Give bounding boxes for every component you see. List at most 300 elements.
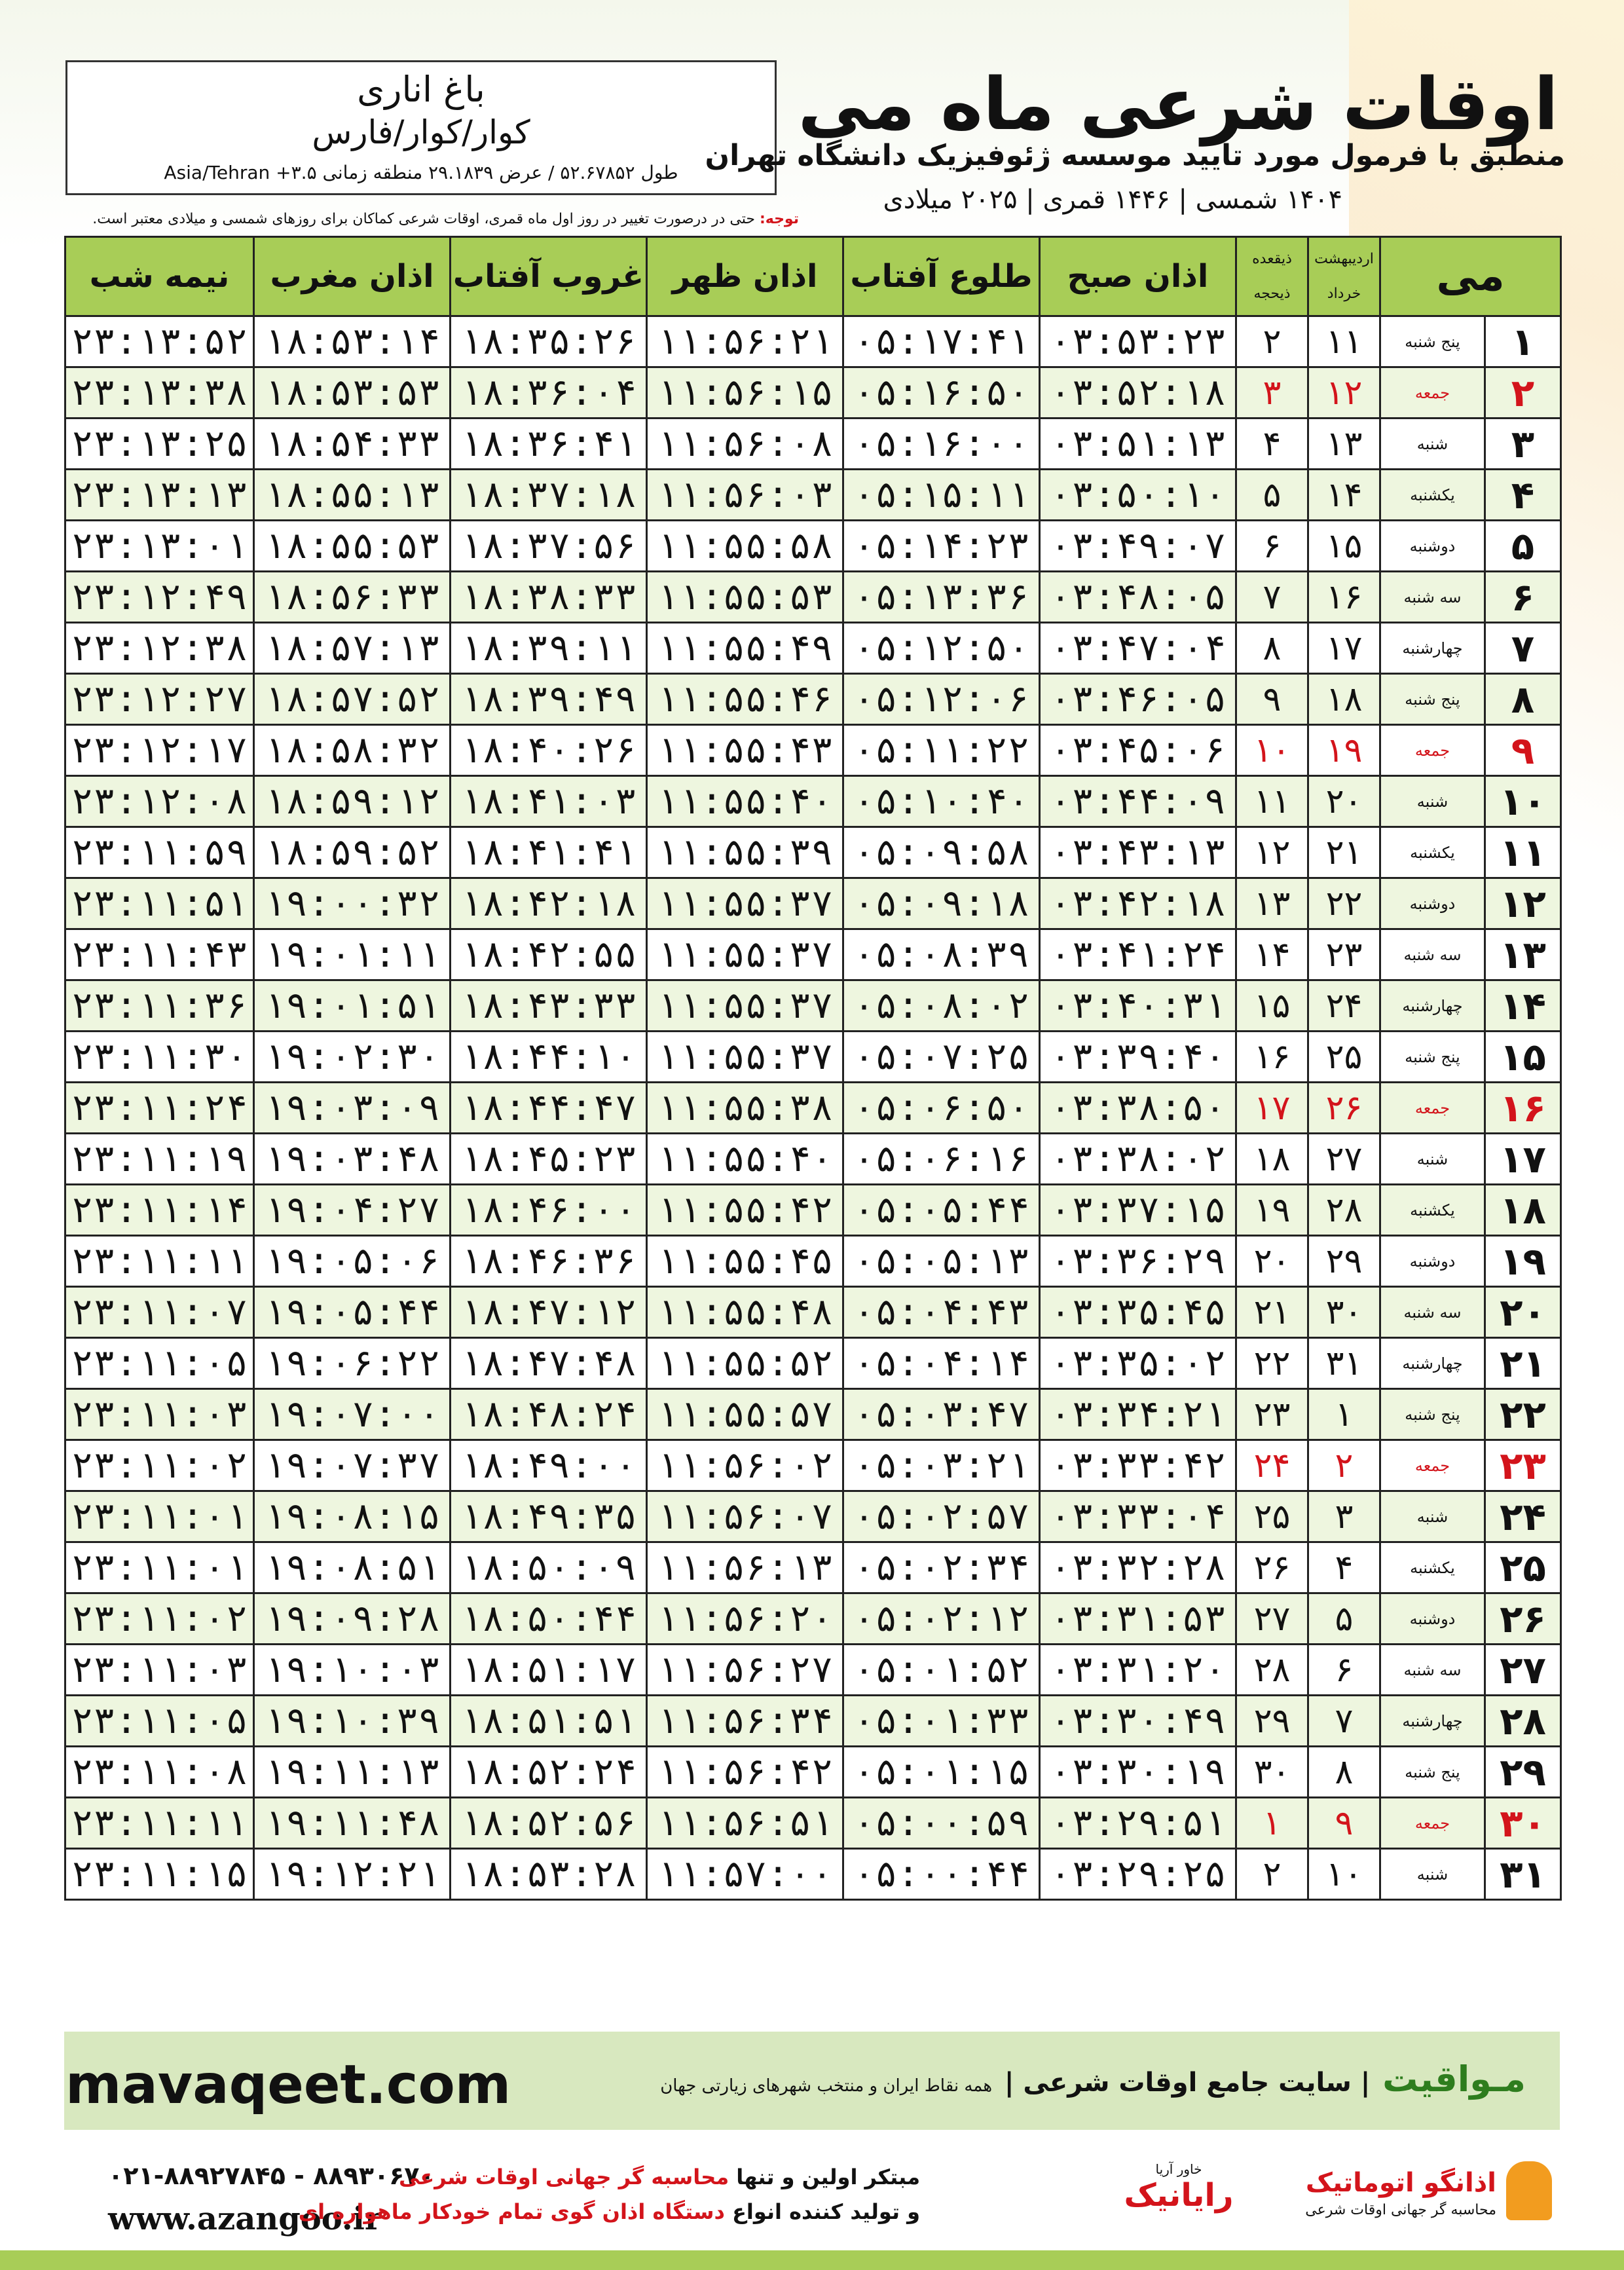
sunrise-cell: ۰۵:۱۰:۴۰ <box>843 776 1040 827</box>
hijri-day-cell: ۱۸ <box>1236 1134 1308 1185</box>
midnight-cell: ۲۳:۱۳:۲۵ <box>65 419 254 470</box>
weekday-cell: سه شنبه <box>1380 1287 1485 1338</box>
shamsi-day-cell: ۳ <box>1308 1491 1380 1542</box>
shamsi-day-cell: ۱۷ <box>1308 623 1380 674</box>
midnight-cell: ۲۳:۱۱:۴۳ <box>65 929 254 980</box>
dhuhr-cell: ۱۱:۵۶:۲۱ <box>647 316 843 367</box>
midnight-cell: ۲۳:۱۱:۰۳ <box>65 1645 254 1696</box>
col-month: می <box>1380 237 1561 316</box>
table-row <box>65 419 1561 470</box>
shamsi-day-cell: ۱ <box>1308 1389 1380 1440</box>
sunset-cell: ۱۸:۳۹:۱۱ <box>451 623 647 674</box>
maghrib-cell: ۱۹:۰۶:۲۲ <box>254 1338 451 1389</box>
maghrib-cell: ۱۹:۰۷:۰۰ <box>254 1389 451 1440</box>
midnight-cell: ۲۳:۱۱:۰۵ <box>65 1338 254 1389</box>
sunset-cell: ۱۸:۳۶:۴۱ <box>451 419 647 470</box>
hijri-day-cell: ۲۸ <box>1236 1645 1308 1696</box>
shamsi-day-cell: ۲۵ <box>1308 1032 1380 1083</box>
brand-tagline: | سایت جامع اوقات شرعی | <box>1004 2068 1371 2098</box>
hijri-day-cell: ۳۰ <box>1236 1747 1308 1798</box>
col-sunset: غروب آفتاب <box>451 237 647 316</box>
col-maghrib: اذان مغرب <box>254 237 451 316</box>
sunset-cell: ۱۸:۴۲:۵۵ <box>451 929 647 980</box>
maghrib-cell: ۱۹:۰۷:۳۷ <box>254 1440 451 1491</box>
midnight-cell: ۲۳:۱۱:۱۹ <box>65 1134 254 1185</box>
midnight-cell: ۲۳:۱۱:۱۱ <box>65 1798 254 1849</box>
hijri-day-cell: ۲ <box>1236 316 1308 367</box>
gregorian-day-cell: ۱۷ <box>1485 1134 1561 1185</box>
gregorian-day-cell: ۱۶ <box>1485 1083 1561 1134</box>
dhuhr-cell: ۱۱:۵۵:۵۷ <box>647 1389 843 1440</box>
sunrise-cell: ۰۵:۰۹:۱۸ <box>843 878 1040 929</box>
gregorian-day-cell: ۹ <box>1485 725 1561 776</box>
bottom-bar <box>0 2250 1624 2270</box>
shamsi-day-cell: ۲۸ <box>1308 1185 1380 1236</box>
promo2-text: و تولید کننده انواع <box>724 2199 920 2224</box>
midnight-cell: ۲۳:۱۱:۰۵ <box>65 1696 254 1747</box>
sunrise-cell: ۰۵:۰۰:۵۹ <box>843 1798 1040 1849</box>
fajr-cell: ۰۳:۴۹:۰۷ <box>1040 521 1236 572</box>
hijri-day-cell: ۶ <box>1236 521 1308 572</box>
weekday-cell: شنبه <box>1380 1491 1485 1542</box>
midnight-cell: ۲۳:۱۱:۳۰ <box>65 1032 254 1083</box>
table-row <box>65 980 1561 1032</box>
gregorian-day-cell: ۱۵ <box>1485 1032 1561 1083</box>
table-row <box>65 725 1561 776</box>
gregorian-day-cell: ۲۷ <box>1485 1645 1561 1696</box>
site-url[interactable]: mavaqeet.com <box>65 2054 511 2116</box>
maghrib-cell: ۱۹:۰۳:۰۹ <box>254 1083 451 1134</box>
hijri-day-cell: ۸ <box>1236 623 1308 674</box>
dhuhr-cell: ۱۱:۵۵:۴۸ <box>647 1287 843 1338</box>
location-region: کوار/کوار/فارس <box>312 113 530 151</box>
fajr-cell: ۰۳:۳۶:۲۹ <box>1040 1236 1236 1287</box>
maghrib-cell: ۱۸:۵۴:۳۳ <box>254 419 451 470</box>
location-name: باغ اناری <box>357 69 485 110</box>
dhuhr-cell: ۱۱:۵۵:۴۲ <box>647 1185 843 1236</box>
weekday-cell: پنج شنبه <box>1380 674 1485 725</box>
table-row <box>65 1849 1561 1900</box>
hijri-day-cell: ۱۲ <box>1236 827 1308 878</box>
weekday-cell: شنبه <box>1380 419 1485 470</box>
hijri-day-cell: ۱۳ <box>1236 878 1308 929</box>
sunrise-cell: ۰۵:۰۷:۲۵ <box>843 1032 1040 1083</box>
dhuhr-cell: ۱۱:۵۵:۴۹ <box>647 623 843 674</box>
table-row <box>65 1338 1561 1389</box>
dhuhr-cell: ۱۱:۵۶:۰۸ <box>647 419 843 470</box>
table-row <box>65 929 1561 980</box>
sunrise-cell: ۰۵:۰۱:۱۵ <box>843 1747 1040 1798</box>
table-row <box>65 1032 1561 1083</box>
fajr-cell: ۰۳:۵۲:۱۸ <box>1040 367 1236 419</box>
weekday-cell: یکشنبه <box>1380 470 1485 521</box>
dhuhr-cell: ۱۱:۵۶:۲۰ <box>647 1593 843 1645</box>
weekday-cell: شنبه <box>1380 1849 1485 1900</box>
hijri-day-cell: ۱۷ <box>1236 1083 1308 1134</box>
sunrise-cell: ۰۵:۰۸:۰۲ <box>843 980 1040 1032</box>
sunrise-cell: ۰۵:۱۶:۰۰ <box>843 419 1040 470</box>
weekday-cell: چهارشنبه <box>1380 623 1485 674</box>
sunset-cell: ۱۸:۴۷:۴۸ <box>451 1338 647 1389</box>
maghrib-cell: ۱۸:۵۹:۵۲ <box>254 827 451 878</box>
sunset-cell: ۱۸:۵۱:۵۱ <box>451 1696 647 1747</box>
azangoo-name: اذانگو اتوماتیک <box>1305 2168 1496 2198</box>
dhuhr-cell: ۱۱:۵۵:۴۵ <box>647 1236 843 1287</box>
sunset-cell: ۱۸:۴۷:۱۲ <box>451 1287 647 1338</box>
shamsi-day-cell: ۱۵ <box>1308 521 1380 572</box>
fajr-cell: ۰۳:۵۰:۱۰ <box>1040 470 1236 521</box>
midnight-cell: ۲۳:۱۱:۲۴ <box>65 1083 254 1134</box>
sunset-cell: ۱۸:۵۲:۲۴ <box>451 1747 647 1798</box>
shamsi-day-cell: ۴ <box>1308 1542 1380 1593</box>
table-row <box>65 1236 1561 1287</box>
sunrise-cell: ۰۵:۰۲:۵۷ <box>843 1491 1040 1542</box>
phone-numbers: ۰۲۱-۸۸۹۲۷۸۴۵ - ۸۸۹۳۰۶۷۰ <box>108 2161 435 2190</box>
table-header-row <box>65 237 1561 316</box>
fajr-cell: ۰۳:۳۱:۵۳ <box>1040 1593 1236 1645</box>
promo-line-2 <box>299 2199 920 2224</box>
fajr-cell: ۰۳:۳۹:۴۰ <box>1040 1032 1236 1083</box>
weekday-cell: جمعه <box>1380 1798 1485 1849</box>
rayanic-name: رایانیک <box>1124 2177 1234 2214</box>
note <box>92 211 799 227</box>
gregorian-day-cell: ۱۱ <box>1485 827 1561 878</box>
weekday-cell: چهارشنبه <box>1380 1696 1485 1747</box>
gregorian-day-cell: ۱۴ <box>1485 980 1561 1032</box>
col-sunrise: طلوع آفتاب <box>843 237 1040 316</box>
sunset-cell: ۱۸:۳۷:۵۶ <box>451 521 647 572</box>
fajr-cell: ۰۳:۴۳:۱۳ <box>1040 827 1236 878</box>
hijri-day-cell: ۲۱ <box>1236 1287 1308 1338</box>
sunrise-cell: ۰۵:۰۳:۴۷ <box>843 1389 1040 1440</box>
fajr-cell: ۰۳:۳۸:۵۰ <box>1040 1083 1236 1134</box>
col-fajr: اذان صبح <box>1040 237 1236 316</box>
sunset-cell: ۱۸:۴۱:۰۳ <box>451 776 647 827</box>
sunset-cell: ۱۸:۴۳:۳۳ <box>451 980 647 1032</box>
gregorian-day-cell: ۳ <box>1485 419 1561 470</box>
fajr-cell: ۰۳:۳۲:۲۸ <box>1040 1542 1236 1593</box>
rayanic-sub: خاور آریا <box>1155 2161 1202 2177</box>
gregorian-day-cell: ۳۱ <box>1485 1849 1561 1900</box>
azangoo-icon <box>1506 2161 1552 2220</box>
sunrise-cell: ۰۵:۰۵:۱۳ <box>843 1236 1040 1287</box>
midnight-cell: ۲۳:۱۱:۱۵ <box>65 1849 254 1900</box>
maghrib-cell: ۱۸:۵۵:۵۳ <box>254 521 451 572</box>
col-shamsi-month1: اردیبهشت <box>1314 251 1374 267</box>
hijri-day-cell: ۳ <box>1236 367 1308 419</box>
table-row <box>65 367 1561 419</box>
hijri-day-cell: ۲۳ <box>1236 1389 1308 1440</box>
table-row <box>65 1083 1561 1134</box>
sunset-cell: ۱۸:۴۴:۴۷ <box>451 1083 647 1134</box>
dhuhr-cell: ۱۱:۵۵:۳۷ <box>647 929 843 980</box>
shamsi-day-cell: ۲۲ <box>1308 878 1380 929</box>
col-midnight: نیمه شب <box>65 237 254 316</box>
maghrib-cell: ۱۸:۵۳:۱۴ <box>254 316 451 367</box>
gregorian-day-cell: ۱۲ <box>1485 878 1561 929</box>
table-row <box>65 827 1561 878</box>
calendar-years: ۱۴۰۴ شمسی | ۱۴۴۶ قمری | ۲۰۲۵ میلادی <box>883 185 1342 215</box>
brand-name: مـواقیت <box>1382 2058 1526 2100</box>
shamsi-day-cell: ۱۹ <box>1308 725 1380 776</box>
hijri-day-cell: ۲۹ <box>1236 1696 1308 1747</box>
page-title: اوقات شرعی ماه می <box>798 62 1559 146</box>
shamsi-day-cell: ۵ <box>1308 1593 1380 1645</box>
table-row <box>65 470 1561 521</box>
maghrib-cell: ۱۹:۰۱:۱۱ <box>254 929 451 980</box>
location-coords: طول ۵۲.۶۷۸۵۲ / عرض ۲۹.۱۸۳۹ منطقه زمانی ۳.۵+ Asia/Tehran <box>164 162 678 183</box>
maghrib-cell: ۱۹:۰۱:۵۱ <box>254 980 451 1032</box>
maghrib-cell: ۱۸:۵۳:۵۳ <box>254 367 451 419</box>
gregorian-day-cell: ۱۰ <box>1485 776 1561 827</box>
sunrise-cell: ۰۵:۱۴:۲۳ <box>843 521 1040 572</box>
shamsi-day-cell: ۱۸ <box>1308 674 1380 725</box>
shamsi-day-cell: ۲۷ <box>1308 1134 1380 1185</box>
gregorian-day-cell: ۲۸ <box>1485 1696 1561 1747</box>
gregorian-day-cell: ۷ <box>1485 623 1561 674</box>
gregorian-day-cell: ۲۶ <box>1485 1593 1561 1645</box>
sunrise-cell: ۰۵:۰۱:۳۳ <box>843 1696 1040 1747</box>
weekday-cell: پنج شنبه <box>1380 1032 1485 1083</box>
shamsi-day-cell: ۷ <box>1308 1696 1380 1747</box>
maghrib-cell: ۱۹:۱۰:۰۳ <box>254 1645 451 1696</box>
maghrib-cell: ۱۸:۵۸:۳۲ <box>254 725 451 776</box>
maghrib-cell: ۱۹:۰۵:۴۴ <box>254 1287 451 1338</box>
midnight-cell: ۲۳:۱۲:۰۸ <box>65 776 254 827</box>
fajr-cell: ۰۳:۳۰:۱۹ <box>1040 1747 1236 1798</box>
weekday-cell: جمعه <box>1380 725 1485 776</box>
shamsi-day-cell: ۲۶ <box>1308 1083 1380 1134</box>
gregorian-day-cell: ۲۳ <box>1485 1440 1561 1491</box>
midnight-cell: ۲۳:۱۱:۰۲ <box>65 1593 254 1645</box>
midnight-cell: ۲۳:۱۳:۵۲ <box>65 316 254 367</box>
sunrise-cell: ۰۵:۰۱:۵۲ <box>843 1645 1040 1696</box>
gregorian-day-cell: ۲۴ <box>1485 1491 1561 1542</box>
hijri-day-cell: ۷ <box>1236 572 1308 623</box>
shamsi-day-cell: ۲۹ <box>1308 1236 1380 1287</box>
fajr-cell: ۰۳:۳۵:۰۲ <box>1040 1338 1236 1389</box>
shamsi-day-cell: ۳۱ <box>1308 1338 1380 1389</box>
hijri-day-cell: ۱۶ <box>1236 1032 1308 1083</box>
maghrib-cell: ۱۸:۵۷:۵۲ <box>254 674 451 725</box>
weekday-cell: دوشنبه <box>1380 521 1485 572</box>
hijri-day-cell: ۴ <box>1236 419 1308 470</box>
table-row <box>65 1185 1561 1236</box>
gregorian-day-cell: ۵ <box>1485 521 1561 572</box>
weekday-cell: دوشنبه <box>1380 1236 1485 1287</box>
fajr-cell: ۰۳:۴۷:۰۴ <box>1040 623 1236 674</box>
col-dhuhr: اذان ظهر <box>647 237 843 316</box>
weekday-cell: سه شنبه <box>1380 929 1485 980</box>
table-row <box>65 776 1561 827</box>
fajr-cell: ۰۳:۳۷:۱۵ <box>1040 1185 1236 1236</box>
gregorian-day-cell: ۲۱ <box>1485 1338 1561 1389</box>
weekday-cell: چهارشنبه <box>1380 1338 1485 1389</box>
sunrise-cell: ۰۵:۰۶:۵۰ <box>843 1083 1040 1134</box>
maghrib-cell: ۱۹:۰۴:۲۷ <box>254 1185 451 1236</box>
weekday-cell: یکشنبه <box>1380 827 1485 878</box>
hijri-day-cell: ۱۰ <box>1236 725 1308 776</box>
dhuhr-cell: ۱۱:۵۵:۴۰ <box>647 776 843 827</box>
sunrise-cell: ۰۵:۰۰:۴۴ <box>843 1849 1040 1900</box>
shamsi-day-cell: ۱۲ <box>1308 367 1380 419</box>
maghrib-cell: ۱۸:۵۹:۱۲ <box>254 776 451 827</box>
sunset-cell: ۱۸:۴۱:۴۱ <box>451 827 647 878</box>
shamsi-day-cell: ۹ <box>1308 1798 1380 1849</box>
dhuhr-cell: ۱۱:۵۵:۴۶ <box>647 674 843 725</box>
fajr-cell: ۰۳:۴۲:۱۸ <box>1040 878 1236 929</box>
dhuhr-cell: ۱۱:۵۶:۰۷ <box>647 1491 843 1542</box>
table-row <box>65 674 1561 725</box>
table-row <box>65 1287 1561 1338</box>
sunset-cell: ۱۸:۴۰:۲۶ <box>451 725 647 776</box>
weekday-cell: جمعه <box>1380 367 1485 419</box>
maghrib-cell: ۱۹:۰۸:۵۱ <box>254 1542 451 1593</box>
sunset-cell: ۱۸:۴۲:۱۸ <box>451 878 647 929</box>
shamsi-day-cell: ۱۱ <box>1308 316 1380 367</box>
sunset-cell: ۱۸:۳۵:۲۶ <box>451 316 647 367</box>
dhuhr-cell: ۱۱:۵۷:۰۰ <box>647 1849 843 1900</box>
dhuhr-cell: ۱۱:۵۶:۱۳ <box>647 1542 843 1593</box>
shamsi-day-cell: ۸ <box>1308 1747 1380 1798</box>
hijri-day-cell: ۱ <box>1236 1798 1308 1849</box>
sunrise-cell: ۰۵:۰۶:۱۶ <box>843 1134 1040 1185</box>
azangoo-url[interactable]: www.azangoo.ir <box>108 2201 382 2237</box>
dhuhr-cell: ۱۱:۵۵:۵۳ <box>647 572 843 623</box>
hijri-day-cell: ۲۶ <box>1236 1542 1308 1593</box>
weekday-cell: سه شنبه <box>1380 572 1485 623</box>
maghrib-cell: ۱۸:۵۷:۱۳ <box>254 623 451 674</box>
fajr-cell: ۰۳:۳۴:۲۱ <box>1040 1389 1236 1440</box>
hijri-day-cell: ۱۱ <box>1236 776 1308 827</box>
midnight-cell: ۲۳:۱۲:۴۹ <box>65 572 254 623</box>
gregorian-day-cell: ۴ <box>1485 470 1561 521</box>
promo-line-1 <box>399 2165 920 2189</box>
midnight-cell: ۲۳:۱۱:۵۹ <box>65 827 254 878</box>
table-row <box>65 1134 1561 1185</box>
page-subtitle: منطبق با فرمول مورد تایید موسسه ژئوفیزیک دانشگاه تهران <box>705 139 1565 172</box>
midnight-cell: ۲۳:۱۱:۰۸ <box>65 1747 254 1798</box>
fajr-cell: ۰۳:۲۹:۵۱ <box>1040 1798 1236 1849</box>
sunrise-cell: ۰۵:۱۲:۵۰ <box>843 623 1040 674</box>
gregorian-day-cell: ۳۰ <box>1485 1798 1561 1849</box>
promo2-highlight: دستگاه اذان گوی تمام خودکار ماهواره ای <box>298 2199 725 2224</box>
shamsi-day-cell: ۱۰ <box>1308 1849 1380 1900</box>
weekday-cell: یکشنبه <box>1380 1185 1485 1236</box>
fajr-cell: ۰۳:۵۱:۱۳ <box>1040 419 1236 470</box>
fajr-cell: ۰۳:۴۰:۳۱ <box>1040 980 1236 1032</box>
sunset-cell: ۱۸:۳۶:۰۴ <box>451 367 647 419</box>
midnight-cell: ۲۳:۱۲:۱۷ <box>65 725 254 776</box>
sunrise-cell: ۰۵:۱۶:۵۰ <box>843 367 1040 419</box>
midnight-cell: ۲۳:۱۱:۳۶ <box>65 980 254 1032</box>
note-text: حتی در درصورت تغییر در روز اول ماه قمری، اوقات شرعی کماکان برای روزهای شمسی و میلادی معتبر است. <box>92 211 760 227</box>
col-hijri <box>1236 237 1308 316</box>
col-hijri-month1: ذیقعده <box>1252 251 1292 267</box>
shamsi-day-cell: ۱۶ <box>1308 572 1380 623</box>
fajr-cell: ۰۳:۳۱:۲۰ <box>1040 1645 1236 1696</box>
col-hijri-month2: ذیحجه <box>1253 286 1291 302</box>
sunrise-cell: ۰۵:۰۴:۱۴ <box>843 1338 1040 1389</box>
dhuhr-cell: ۱۱:۵۵:۳۷ <box>647 980 843 1032</box>
gregorian-day-cell: ۱ <box>1485 316 1561 367</box>
weekday-cell: جمعه <box>1380 1440 1485 1491</box>
hijri-day-cell: ۲۴ <box>1236 1440 1308 1491</box>
fajr-cell: ۰۳:۲۹:۲۵ <box>1040 1849 1236 1900</box>
midnight-cell: ۲۳:۱۱:۱۱ <box>65 1236 254 1287</box>
sunrise-cell: ۰۵:۰۲:۳۴ <box>843 1542 1040 1593</box>
sunset-cell: ۱۸:۵۰:۴۴ <box>451 1593 647 1645</box>
midnight-cell: ۲۳:۱۱:۰۷ <box>65 1287 254 1338</box>
sunset-cell: ۱۸:۴۴:۱۰ <box>451 1032 647 1083</box>
sunset-cell: ۱۸:۵۳:۲۸ <box>451 1849 647 1900</box>
table-row <box>65 1389 1561 1440</box>
dhuhr-cell: ۱۱:۵۶:۰۲ <box>647 1440 843 1491</box>
weekday-cell: پنج شنبه <box>1380 316 1485 367</box>
sunset-cell: ۱۸:۴۵:۲۳ <box>451 1134 647 1185</box>
maghrib-cell: ۱۹:۱۱:۱۳ <box>254 1747 451 1798</box>
note-label: توجه: <box>759 211 799 227</box>
maghrib-cell: ۱۹:۰۵:۰۶ <box>254 1236 451 1287</box>
azangoo-logo <box>1297 2161 1559 2233</box>
dhuhr-cell: ۱۱:۵۵:۴۰ <box>647 1134 843 1185</box>
shamsi-day-cell: ۱۴ <box>1308 470 1380 521</box>
fajr-cell: ۰۳:۳۵:۴۵ <box>1040 1287 1236 1338</box>
midnight-cell: ۲۳:۱۲:۳۸ <box>65 623 254 674</box>
weekday-cell: پنج شنبه <box>1380 1389 1485 1440</box>
sunset-cell: ۱۸:۴۶:۳۶ <box>451 1236 647 1287</box>
hijri-day-cell: ۲۵ <box>1236 1491 1308 1542</box>
shamsi-day-cell: ۲۴ <box>1308 980 1380 1032</box>
gregorian-day-cell: ۲۰ <box>1485 1287 1561 1338</box>
weekday-cell: دوشنبه <box>1380 878 1485 929</box>
gregorian-day-cell: ۲۹ <box>1485 1747 1561 1798</box>
dhuhr-cell: ۱۱:۵۵:۴۳ <box>647 725 843 776</box>
hijri-day-cell: ۲ <box>1236 1849 1308 1900</box>
sunset-cell: ۱۸:۴۸:۲۴ <box>451 1389 647 1440</box>
sunrise-cell: ۰۵:۱۵:۱۱ <box>843 470 1040 521</box>
sunset-cell: ۱۸:۳۸:۳۳ <box>451 572 647 623</box>
brand-block <box>660 2058 1526 2100</box>
hijri-day-cell: ۱۴ <box>1236 929 1308 980</box>
hijri-day-cell: ۲۰ <box>1236 1236 1308 1287</box>
weekday-cell: دوشنبه <box>1380 1593 1485 1645</box>
col-shamsi-month2: خرداد <box>1327 286 1361 302</box>
shamsi-day-cell: ۲۳ <box>1308 929 1380 980</box>
fajr-cell: ۰۳:۳۰:۴۹ <box>1040 1696 1236 1747</box>
fajr-cell: ۰۳:۳۳:۰۴ <box>1040 1491 1236 1542</box>
table-row <box>65 1542 1561 1593</box>
gregorian-day-cell: ۱۹ <box>1485 1236 1561 1287</box>
maghrib-cell: ۱۹:۰۰:۳۲ <box>254 878 451 929</box>
shamsi-day-cell: ۲۰ <box>1308 776 1380 827</box>
weekday-cell: شنبه <box>1380 776 1485 827</box>
table-row <box>65 521 1561 572</box>
gregorian-day-cell: ۲۲ <box>1485 1389 1561 1440</box>
shamsi-day-cell: ۱۳ <box>1308 419 1380 470</box>
weekday-cell: جمعه <box>1380 1083 1485 1134</box>
sunrise-cell: ۰۵:۰۳:۲۱ <box>843 1440 1040 1491</box>
dhuhr-cell: ۱۱:۵۵:۳۷ <box>647 1032 843 1083</box>
midnight-cell: ۲۳:۱۱:۰۳ <box>65 1389 254 1440</box>
gregorian-day-cell: ۱۳ <box>1485 929 1561 980</box>
maghrib-cell: ۱۸:۵۶:۳۳ <box>254 572 451 623</box>
fajr-cell: ۰۳:۳۳:۴۲ <box>1040 1440 1236 1491</box>
table-row <box>65 572 1561 623</box>
dhuhr-cell: ۱۱:۵۵:۵۸ <box>647 521 843 572</box>
shamsi-day-cell: ۳۰ <box>1308 1287 1380 1338</box>
sunset-cell: ۱۸:۵۰:۰۹ <box>451 1542 647 1593</box>
